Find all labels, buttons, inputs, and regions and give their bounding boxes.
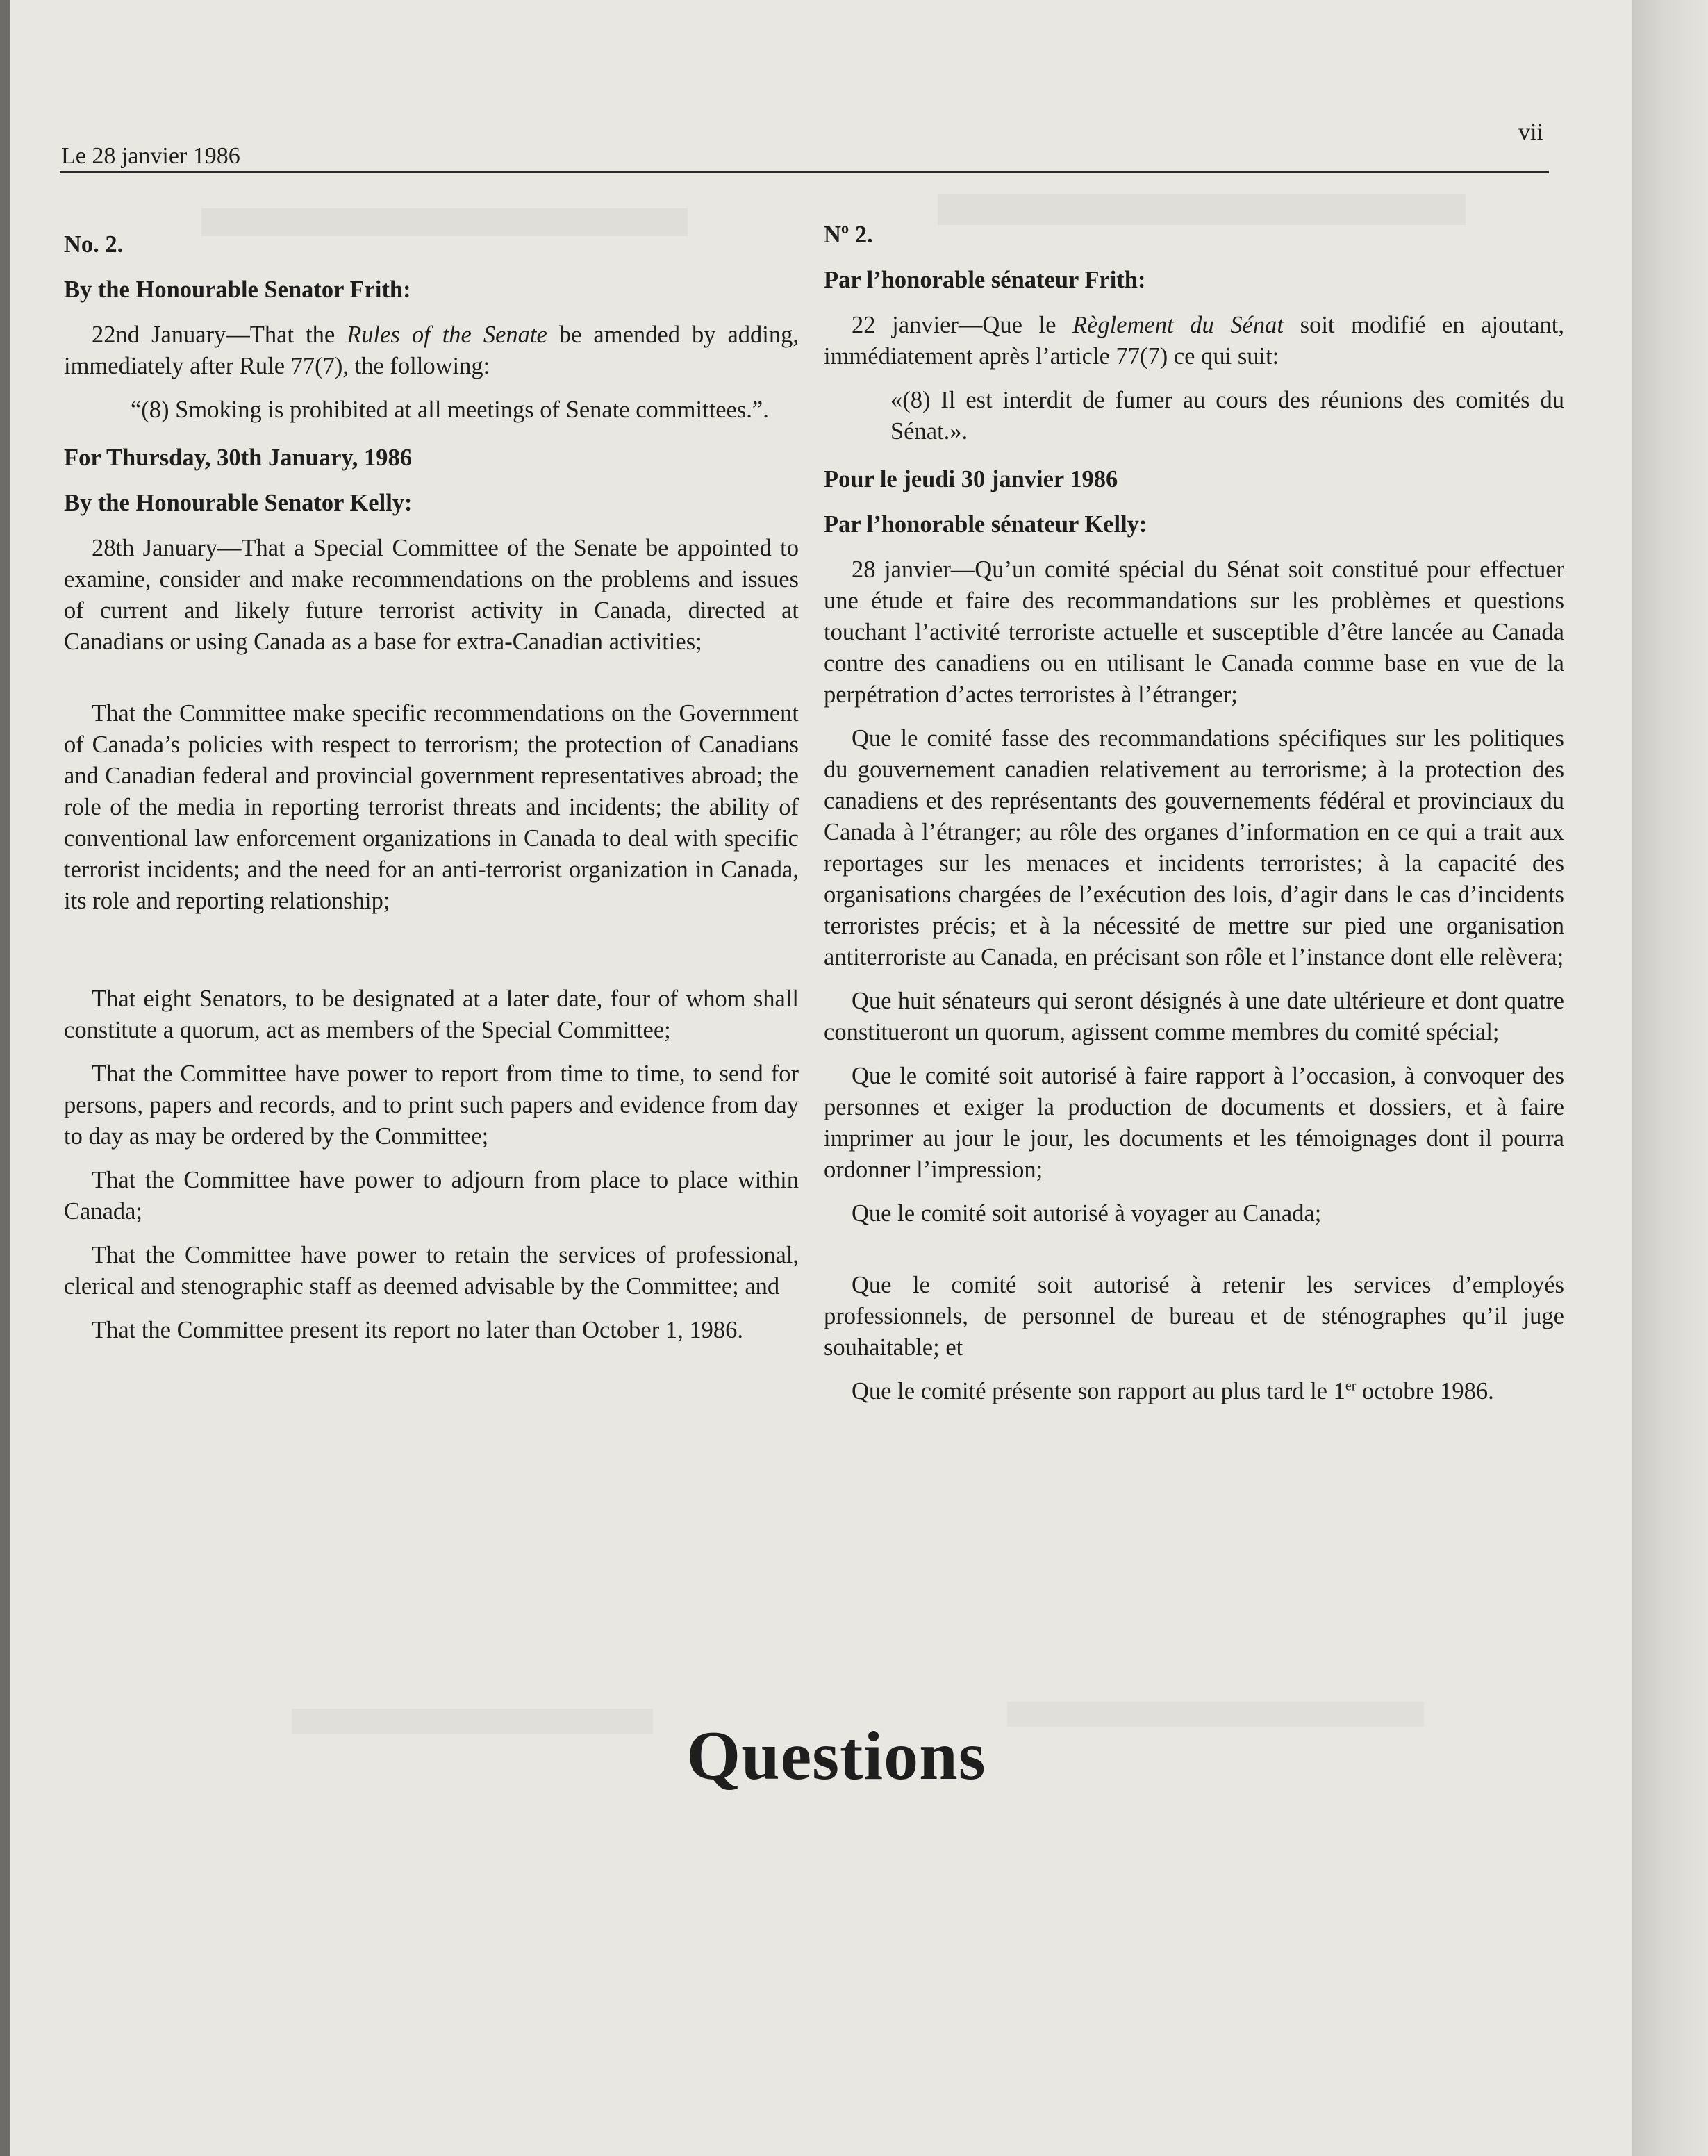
kelly-paragraph: Que le comité soit autorisé à retenir les services d’employés professionnels, de personnel de bureau et de sténographes qu’il juge souhaitable; et [824,1272,1564,1361]
frith-motion-post: soit modifié en ajoutant, immédiatement après l’article 77(7) ce qui suit: [824,312,1564,370]
kelly-paragraph-last [824,1376,1564,1407]
kelly-paragraph: That the Committee make specific recommendations on the Government of Canada’s policies with respect to terrorism; the protection of Canadians and Canadian federal and provincial government representatives abroad; the role of the media in reporting terrorist threats and incidents; the ability of conventional law enforcement organizations in Canada to deal with specific terrorist incidents; and the need for an anti-terrorist organization in Canada, its role and reporting relationship; [64,700,799,914]
frith-motion-post: be amended by adding, immediately after Rule 77(7), the following: [64,322,799,379]
frith-motion-pre: 22nd January—That the [92,322,347,348]
french-column [824,219,1564,1420]
kelly-paragraph: That the Committee have power to adjourn from place to place within Canada; [64,1167,799,1225]
thursday-heading: Pour le jeudi 30 janvier 1986 [824,466,1118,492]
kelly-paragraph: That the Committee present its report no later than October 1, 1986. [92,1317,743,1343]
kelly-heading: By the Honourable Senator Kelly: [64,490,413,516]
last-paragraph-pre: Que le comité présente son rapport au plus tard le 1 [852,1378,1345,1404]
frith-motion-pre: 22 janvier—Que le [852,312,1073,338]
thursday-heading: For Thursday, 30th January, 1986 [64,445,413,471]
kelly-paragraph: Que le comité fasse des recommandations spécifiques sur les politiques du gouvernement canadien relativement au terrorisme; à la protection des canadiens et des représentants des gouvernements fédéral et provinciaux du Canada à l’étranger; au rôle des organes d’information en ce qui a trait aux reportages sur les menaces et incidents terroristes; à la capacité des organisations chargées de l’exécution des lois, d’agir dans le cas d’incidents terroristes précis; et à la nécessité de mettre sur pied une organisation antiterroriste au Canada, en précisant son rôle et l’instance dont elle relèvera; [824,725,1564,970]
kelly-paragraph: Que huit sénateurs qui seront désignés à une date ultérieure et dont quatre constitueront un quorum, agissent comme membres du comité spécial; [824,988,1564,1045]
frith-motion [64,320,799,382]
notice-number: Nº 2. [824,222,873,248]
kelly-paragraph: 28 janvier—Qu’un comité spécial du Sénat soit constitué pour effectuer une étude et faire des recommandations sur les problèmes et questions touchant l’activité terroriste actuelle et susceptible d’être lancée au Canada contre des canadiens ou en utilisant le Canada comme base en vue de la perpétration d’actes terroristes à l’étranger; [824,556,1564,708]
kelly-paragraph: That eight Senators, to be designated at a later date, four of whom shall constitute a quorum, act as members of the Special Committee; [64,986,799,1043]
kelly-paragraph: That the Committee have power to retain the services of professional, clerical and stenographic staff as deemed advisable by the Committee; and [64,1242,799,1300]
kelly-paragraph: That the Committee have power to report from time to time, to send for persons, papers and records, and to print such papers and evidence from day to day as may be ordered by the Committee; [64,1061,799,1150]
kelly-paragraph: 28th January—That a Special Committee of the Senate be appointed to examine, consider and make recommendations on the problems and issues of current and likely future terrorist activity in Canada, directed at Canadians or using Canada as a base for extra-Canadian activities; [64,535,799,655]
kelly-paragraph: Que le comité soit autorisé à voyager au Canada; [852,1200,1322,1227]
frith-motion [824,310,1564,372]
kelly-heading: Par l’honorable sénateur Kelly: [824,511,1147,538]
english-column [64,229,799,1359]
frith-heading: By the Honourable Senator Frith: [64,276,411,303]
frith-motion-title: Règlement du Sénat [1072,312,1284,338]
frith-heading: Par l’honorable sénateur Frith: [824,267,1146,293]
frith-motion-title: Rules of the Senate [347,322,547,348]
frith-quote: «(8) Il est interdit de fumer au cours des réunions des comités du Sénat.». [890,387,1564,445]
scan-right-margin [1632,0,1708,2156]
last-paragraph-post: octobre 1986. [1356,1378,1494,1404]
kelly-paragraph: Que le comité soit autorisé à faire rapport à l’occasion, à convoquer des personnes et exiger la production de documents et dossiers, et à faire imprimer au jour le jour, les documents et les témoignages dont il pourra ordonner l’impression; [824,1063,1564,1183]
notice-number: No. 2. [64,231,124,258]
header-divider [60,171,1549,173]
section-title: Questions [686,1717,986,1794]
last-paragraph-sup: er [1345,1378,1357,1394]
scan-left-edge [0,0,10,2156]
header-date: Le 28 janvier 1986 [61,143,240,169]
frith-quote: “(8) Smoking is prohibited at all meetings of Senate committees.”. [131,397,769,423]
page-number: vii [1518,119,1543,145]
